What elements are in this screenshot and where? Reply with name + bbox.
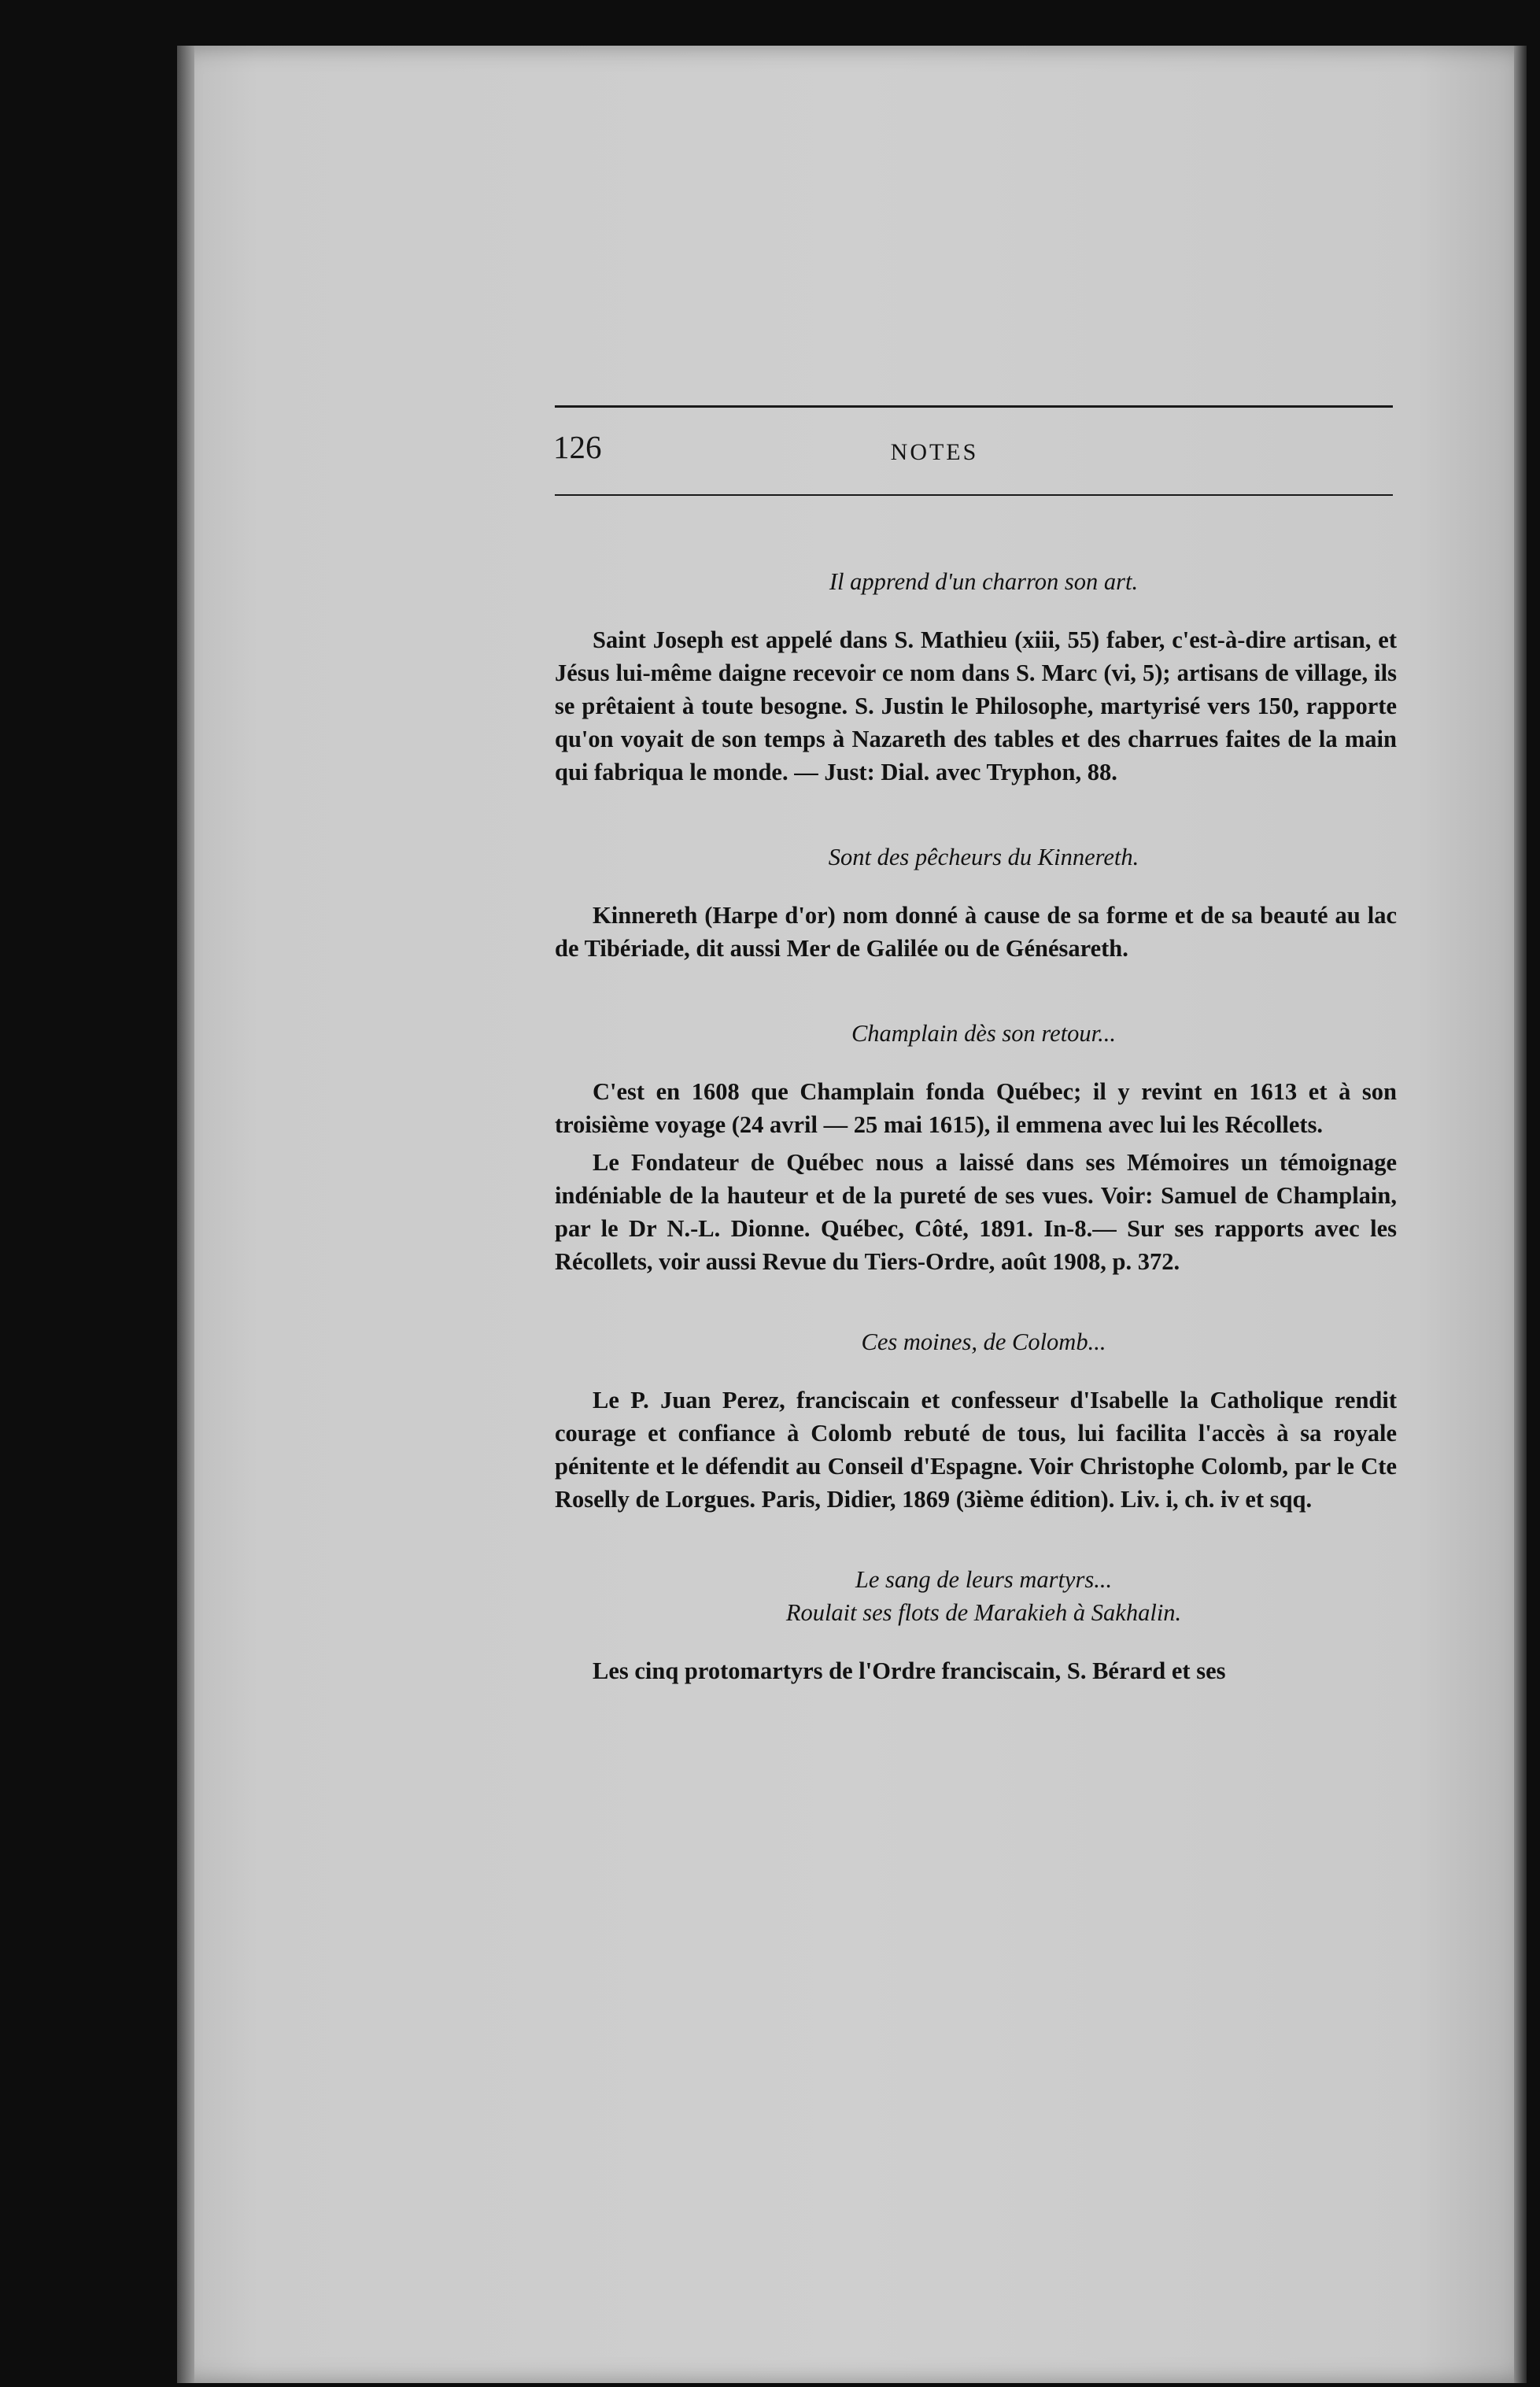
note-paragraph-colomb: Le P. Juan Perez, franciscain et confesseur d'Isabelle la Catholique rendit courage et confiance à Colomb rebuté de tous, lui facilita l'accès à sa royale pénitente et le défendit au Conseil d'Espagne. Voir Christophe Colomb, par le Cte Roselly de Lorgues. Paris, Didier, 1869 (3ième édition). Liv. i, ch. iv et sqq. — [555, 1387, 1397, 1513]
running-head: NOTES — [890, 439, 979, 465]
note-paragraph-charron: Saint Joseph est appelé dans S. Mathieu (xiii, 55) faber, c'est-à-dire artisan, et Jésus lui-même daigne recevoir ce nom dans S. Marc (vi, 5); artisans de village, ils se prêtaient à toute besogne. S. Justin le Philosophe, martyrisé vers 150, rapporte qu'on voyait de son temps à Nazareth des tables et des charrues faites de la main qui fabriqua le monde. — Just: Dial. avec Tryphon, 88. — [555, 626, 1397, 785]
note-paragraph-champlain-1: C'est en 1608 que Champlain fonda Québec; il y revint en 1613 et à son troisième voyage (24 avril — 25 mai 1615), il emmena avec lui les Récollets. — [555, 1078, 1397, 1138]
header-rule-bottom — [555, 494, 1393, 496]
header-rule-top — [555, 405, 1393, 408]
book-page — [177, 46, 1527, 2383]
note-heading-champlain: Champlain dès son retour... — [851, 1020, 1117, 1047]
note-paragraph-kinnereth: Kinnereth (Harpe d'or) nom donné à cause de sa forme et de sa beauté au lac de Tibériade, dit aussi Mer de Galilée ou de Génésareth. — [555, 902, 1397, 962]
note-heading-martyrs-line-2: Roulait ses flots de Marakieh à Sakhalin. — [785, 1599, 1182, 1626]
notes-content — [555, 565, 1397, 1687]
note-heading-kinnereth: Sont des pêcheurs du Kinnereth. — [828, 844, 1139, 870]
note-heading-martyrs-line-1: Le sang de leurs martyrs... — [855, 1566, 1113, 1593]
page-number: 126 — [553, 429, 602, 465]
note-heading-charron: Il apprend d'un charron son art. — [829, 568, 1139, 595]
page-edge-shadow — [1514, 46, 1527, 2383]
book-spine-shadow — [177, 46, 194, 2383]
note-heading-colomb: Ces moines, de Colomb... — [861, 1328, 1106, 1355]
note-paragraph-martyrs: Les cinq protomartyrs de l'Ordre franciscain, S. Bérard et ses — [593, 1657, 1226, 1684]
note-paragraph-champlain-2: Le Fondateur de Québec nous a laissé dans ses Mémoires un témoignage indéniable de la hauteur et de la pureté de ses vues. Voir: Samuel de Champlain, par le Dr N.-L. Dionne. Québec, Côté, 1891. In-8.— Sur ses rapports avec les Récollets, voir aussi Revue du Tiers-Ordre, août 1908, p. 372. — [555, 1149, 1397, 1275]
